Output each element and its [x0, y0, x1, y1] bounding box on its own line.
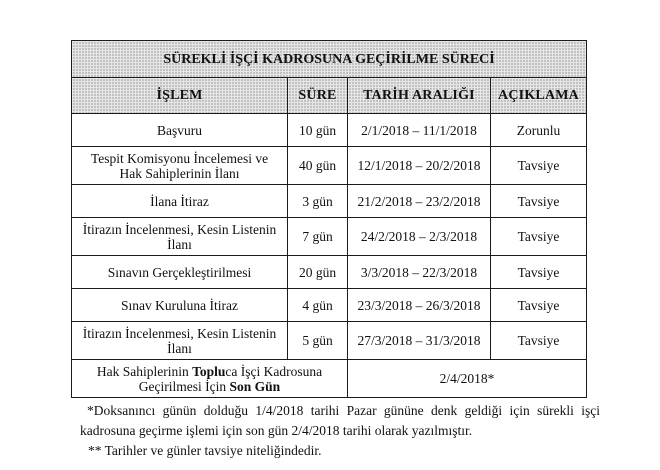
islem-line: İtirazın İncelenmesi, Kesin Listenin: [82, 221, 277, 237]
table-row: [72, 147, 587, 185]
cell-tarih: 24/2/2018 – 2/3/2018: [348, 218, 491, 256]
islem-line: İlana İtiraz: [150, 193, 209, 209]
process-table: [71, 40, 587, 398]
header-tarih-araligi: TARİH ARALIĞI: [348, 78, 491, 114]
cell-islem: [72, 185, 288, 218]
table-row: [72, 289, 587, 322]
cell-tarih: 3/3/2018 – 22/3/2018: [348, 256, 491, 289]
cell-tarih: 21/2/2018 – 23/2/2018: [348, 185, 491, 218]
cell-islem: [72, 147, 288, 185]
table-title-row: [72, 41, 587, 78]
final-label-line2: [75, 379, 344, 394]
table-title: SÜREKLİ İŞÇİ KADROSUNA GEÇİRİLME SÜRECİ: [72, 41, 587, 78]
cell-aciklama: Tavsiye: [491, 256, 587, 289]
table-row: [72, 185, 587, 218]
cell-aciklama: Zorunlu: [491, 114, 587, 147]
islem-line: İlanı: [167, 236, 192, 252]
final-label-line1: [75, 364, 344, 379]
cell-aciklama: Tavsiye: [491, 289, 587, 322]
final-row-date: 2/4/2018*: [348, 360, 587, 398]
cell-tarih: 12/1/2018 – 20/2/2018: [348, 147, 491, 185]
footnotes: [80, 401, 600, 461]
cell-sure: 5 gün: [288, 322, 348, 360]
final-label-text: İşçi Kadrosuna: [237, 363, 323, 379]
footnote-2: ** Tarihler ve günler tavsiye niteliğindedir.: [88, 443, 322, 458]
cell-sure: 20 gün: [288, 256, 348, 289]
header-islem: İŞLEM: [72, 78, 288, 114]
cell-sure: 4 gün: [288, 289, 348, 322]
cell-tarih: 27/3/2018 – 31/3/2018: [348, 322, 491, 360]
final-label-text: Geçirilmesi İçin: [138, 378, 230, 394]
islem-line: Başvuru: [157, 122, 202, 138]
final-row-label: [72, 360, 348, 398]
cell-sure: 3 gün: [288, 185, 348, 218]
header-aciklama: AÇIKLAMA: [491, 78, 587, 114]
cell-islem: [72, 256, 288, 289]
table-row: [72, 218, 587, 256]
islem-line: Hak Sahiplerinin İlanı: [119, 165, 240, 181]
table-row: [72, 114, 587, 147]
footnote-1: *Doksanıncı günün dolduğu 1/4/2018 tarihi Pazar gününe denk geldiği için sürekli işçi kadrosuna geçirme işlemi için son gün 2/4/2018 tarihi olarak yazılmıştır.: [80, 403, 600, 438]
cell-aciklama: Tavsiye: [491, 185, 587, 218]
final-label-text: Hak Sahiplerinin: [96, 363, 193, 379]
islem-line: Sınavın Gerçekleştirilmesi: [107, 264, 252, 280]
cell-islem: [72, 114, 288, 147]
islem-line: Tespit Komisyonu İncelemesi ve: [90, 150, 269, 166]
cell-islem: [72, 218, 288, 256]
islem-line: Sınav Kuruluna İtiraz: [121, 297, 238, 313]
cell-tarih: 23/3/2018 – 26/3/2018: [348, 289, 491, 322]
final-label-bold: Son Gün: [229, 378, 281, 394]
islem-line: İlanı: [167, 340, 192, 356]
table-row: [72, 256, 587, 289]
cell-aciklama: Tavsiye: [491, 218, 587, 256]
table-header-row: [72, 78, 587, 114]
cell-aciklama: Tavsiye: [491, 147, 587, 185]
cell-islem: [72, 322, 288, 360]
header-sure: SÜRE: [288, 78, 348, 114]
cell-sure: 40 gün: [288, 147, 348, 185]
cell-islem: [72, 289, 288, 322]
table-row: [72, 322, 587, 360]
cell-sure: 7 gün: [288, 218, 348, 256]
cell-aciklama: Tavsiye: [491, 322, 587, 360]
cell-tarih: 2/1/2018 – 11/1/2018: [348, 114, 491, 147]
cell-sure: 10 gün: [288, 114, 348, 147]
final-row: [72, 360, 587, 398]
islem-line: İtirazın İncelenmesi, Kesin Listenin: [82, 325, 277, 341]
final-label-bold: Toplu: [192, 363, 226, 379]
final-label-text: ca: [225, 363, 238, 379]
